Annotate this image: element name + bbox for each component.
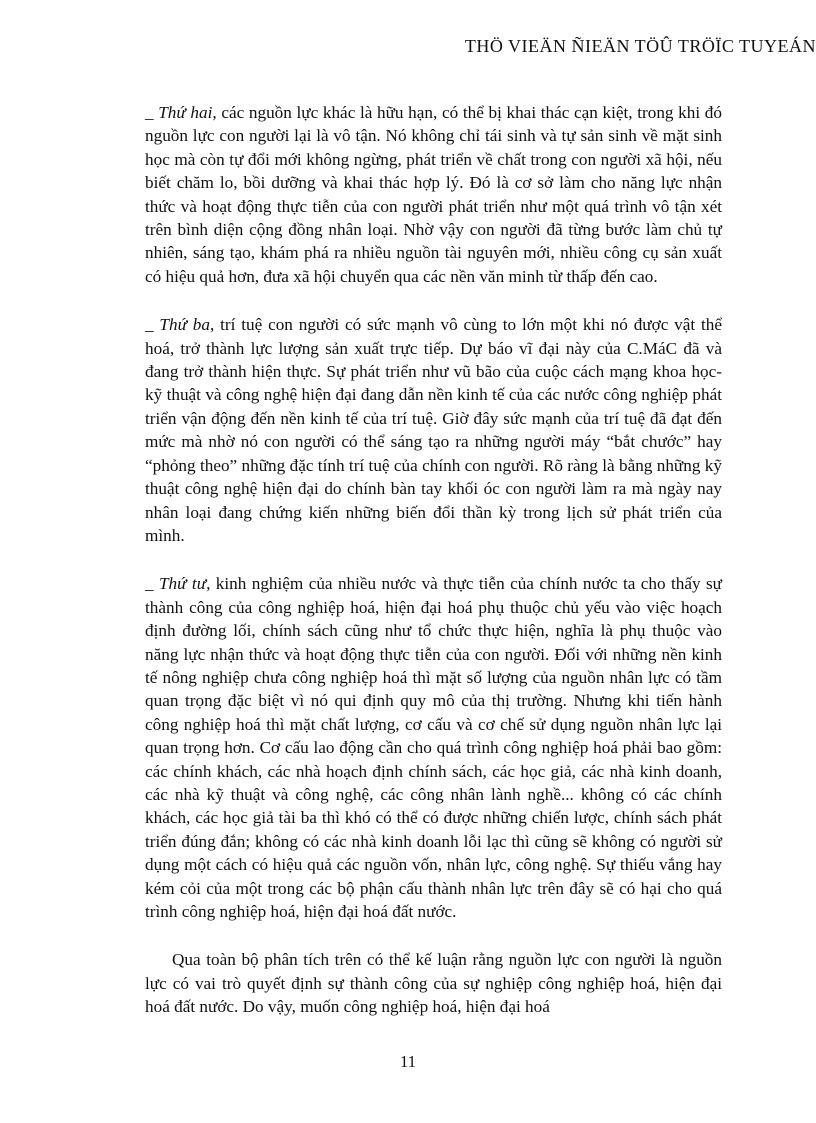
body-text bbox=[145, 101, 722, 1044]
paragraph-text: , trí tuệ con người có sức mạnh vô cùng to lớn một khi nó được vật thể hoá, trở thành lực lượng sản xuất trực tiếp. Dự báo vĩ đại này của C.MáC đã và đang trở thành hiện thực. Sự phát triển như vũ bão của cuộc cách mạng khoa học-kỹ thuật và công nghệ hiện đại đang dẫn nền kinh tế của các nước công nghiệp phát triển vận động đến nền kinh tế của trí tuệ. Giờ đây sức mạnh của trí tuệ đã đạt đến mức mà nhờ nó con người có thể sáng tạo ra những người máy “bắt chước” hay “phỏng theo” những đặc tính trí tuệ của chính con người. Rõ ràng là bằng những kỹ thuật công nghệ hiện đại do chính bàn tay khối óc con người làm ra mà ngày nay nhân loại đang chứng kiến những biến đổi thần kỳ trong lịch sử phát triển của mình. bbox=[145, 315, 723, 545]
paragraph-thu-tu bbox=[145, 572, 722, 923]
paragraph-text: Qua toàn bộ phân tích trên có thể kế luận rằng nguồn lực con người là nguồn lực có vai trò quyết định sự thành công của sự nghiệp công nghiệp hoá, hiện đại hoá đất nước. Do vậy, muốn công nghiệp hoá, hiện đại hoá bbox=[145, 950, 722, 1017]
paragraph-thu-ba bbox=[145, 313, 722, 547]
paragraph-lead: _ Thứ ba bbox=[145, 315, 210, 335]
paragraph-text: , kinh nghiệm của nhiều nước và thực tiễn của chính nước ta cho thấy sự thành công của công nghiệp hoá, hiện đại hoá phụ thuộc chủ yếu vào việc hoạch định đường lối, chính sách cũng như tổ chức thực hiện, nghĩa là phụ thuộc vào năng lực nhận thức và hoạt động thực tiễn của con người. Đối với những nền kinh tế nông nghiệp chưa công nghiệp hoá thì mặt số lượng của nguồn nhân lực có tầm quan trọng đặc biệt vì nó qui định quy mô của thị trường. Nhưng khi tiến hành công nghiệp hoá thì mặt chất lượng, cơ cấu và cơ chế sử dụng nguồn nhân lực lại quan trọng hơn. Cơ cấu lao động cần cho quá trình công nghiệp hoá phải bao gồm: các chính khách, các nhà hoạch định chính sách, các học giả, các nhà kinh doanh, các nhà kỹ thuật và công nghệ, các công nhân lành nghề... không có các chính khách, các học giả tài ba thì khó có thể có được những chiến lược, chính sách phát triển đúng đắn; không có các nhà kinh doanh lỗi lạc thì cũng sẽ không có người sử dụng một cách có hiệu quả các nguồn vốn, nhân lực, công nghệ. Sự thiếu vắng hay kém cỏi của một trong các bộ phận cấu thành nhân lực trên đây sẽ có hại cho quá trình công nghiệp hoá, hiện đại hoá đất nước. bbox=[145, 574, 722, 921]
paragraph-thu-hai bbox=[145, 101, 722, 288]
paragraph-conclusion bbox=[145, 948, 722, 1018]
paragraph-lead: _ Thứ tư bbox=[145, 574, 207, 594]
paragraph-text: , các nguồn lực khác là hữu hạn, có thể bị khai thác cạn kiệt, trong khi đó nguồn lực con người lại là vô tận. Nó không chỉ tái sinh và tự sản sinh về mặt sinh học mà còn tự đổi mới không ngừng, phát triển về chất trong con người xã hội, nếu biết chăm lo, bồi dưỡng và khai thác hợp lý. Đó là cơ sở làm cho năng lực nhận thức và hoạt động thực tiễn của con người phát triển như một quá trình vô tận xét trên bình diện cộng đồng nhân loại. Nhờ vậy con người đã từng bước làm chủ tự nhiên, sáng tạo, khám phá ra nhiều nguồn tài nguyên mới, nhiều công cụ sản xuất có hiệu quả hơn, đưa xã hội chuyển qua các nền văn minh từ thấp đến cao. bbox=[145, 103, 722, 286]
running-header: THÖ VIEÄN ÑIEÄN TÖÛ TRÖÏC TUYEÁN bbox=[464, 36, 816, 56]
paragraph-lead: _ Thứ hai bbox=[145, 103, 213, 122]
page-number: 11 bbox=[399, 1052, 417, 1071]
